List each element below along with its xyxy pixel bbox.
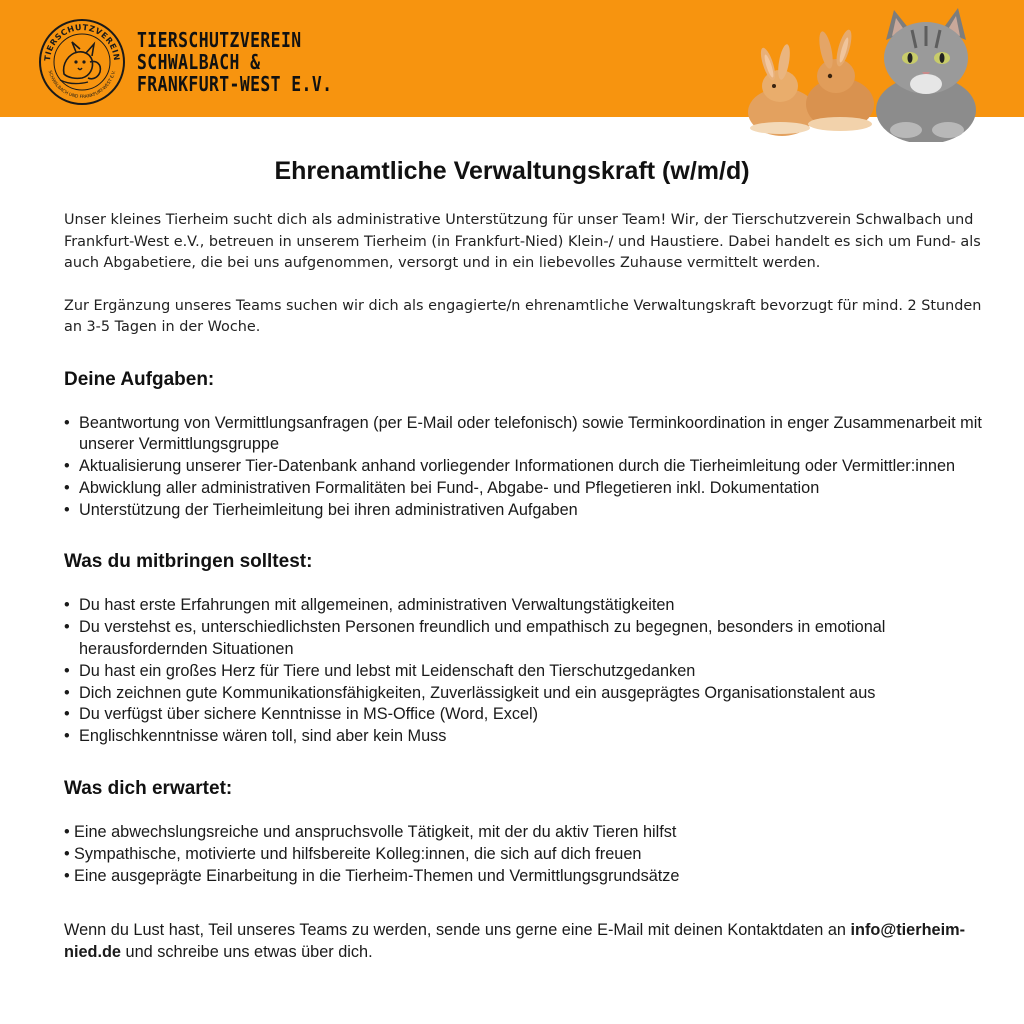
list-item: • Sympathische, motivierte und hilfsbereite Kolleg:innen, die sich auf dich freuen [64, 844, 984, 866]
list-item: • Aktualisierung unserer Tier-Datenbank anhand vorliegender Informationen durch die Tierheimleitung oder Vermittler:innen [64, 456, 984, 478]
header-banner [0, 0, 1024, 117]
list-item: • Beantwortung von Vermittlungsanfragen (per E-Mail oder telefonisch) sowie Terminkoordination in enger Zusammenarbeit mit unserer Vermittlungsgruppe [64, 413, 984, 457]
offer-list [64, 822, 984, 887]
org-name-line-3: FRANKFURT-WEST E.V. [137, 72, 333, 96]
org-logo [38, 18, 126, 106]
list-item: • Englischkenntnisse wären toll, sind aber kein Muss [64, 726, 984, 748]
main-content [64, 210, 984, 963]
closing-paragraph [64, 919, 984, 963]
intro-paragraph-1: Unser kleines Tierheim sucht dich als administrative Unterstützung für unser Team! Wir, der Tierschutzverein Schwalbach und Frankfurt-West e.V., betreuen in unserem Tierheim (in Frankfurt-Nied) Klein-/ und Haustiere. Dabei handelt es sich um Fund- als auch Abgabetiere, die bei uns aufgenommen, versorgt und in ein liebevolles Zuhause vermittelt werden. [64, 212, 981, 271]
tasks-list [64, 413, 984, 522]
requirements-heading: Was du mitbringen solltest: [64, 551, 313, 573]
list-item: • Unterstützung der Tierheimleitung bei ihren administrativen Aufgaben [64, 500, 984, 522]
list-item: • Du verstehst es, unterschiedlichsten Personen freundlich und empathisch zu begegnen, besonders in emotional herausfordernden Situationen [64, 617, 984, 661]
page-title: Ehrenamtliche Verwaltungskraft (w/m/d) [274, 157, 750, 185]
closing-text-before: Wenn du Lust hast, Teil unseres Teams zu werden, sende uns gerne eine E-Mail mit deinen Kontaktdaten an [64, 921, 846, 940]
list-item: • Du hast erste Erfahrungen mit allgemeinen, administrativen Verwaltungstätigkeiten [64, 595, 984, 617]
intro-paragraph-2: Zur Ergänzung unseres Teams suchen wir dich als engagierte/n ehrenamtliche Verwaltungskraft bevorzugt für mind. 2 Stunden an 3-5 Tagen in der Woche. [64, 297, 982, 335]
closing-section [64, 919, 984, 963]
org-name-line-2: SCHWALBACH & [137, 50, 261, 74]
org-name-line-1: TIERSCHUTZVEREIN [137, 28, 302, 52]
offer-heading: Was dich erwartet: [64, 778, 233, 800]
list-item: • Du verfügst über sichere Kenntnisse in MS-Office (Word, Excel) [64, 704, 984, 726]
intro-section [64, 210, 984, 339]
logo-text-bottom: SCHWALBACH UND FRANKFURT-WEST E.V. [46, 70, 118, 101]
rabbits-and-cat-icon [744, 0, 980, 142]
list-item: • Dich zeichnen gute Kommunikationsfähigkeiten, Zuverlässigkeit und ein ausgeprägtes Organisationstalent aus [64, 683, 984, 705]
list-item: • Eine ausgeprägte Einarbeitung in die Tierheim-Themen und Vermittlungsgrundsätze [64, 866, 984, 888]
closing-text-after: und schreibe uns etwas über dich. [125, 943, 373, 962]
list-item: • Abwicklung aller administrativen Formalitäten bei Fund-, Abgabe- und Pflegetieren inkl. Dokumentation [64, 478, 984, 500]
org-name [137, 29, 332, 95]
list-item: • Du hast ein großes Herz für Tiere und lebst mit Leidenschaft den Tierschutzgedanken [64, 661, 984, 683]
logo-text-top: TIERSCHUTZVEREIN [42, 22, 122, 62]
list-item: • Eine abwechslungsreiche und anspruchsvolle Tätigkeit, mit der du aktiv Tieren hilfst [64, 822, 984, 844]
contact-email[interactable]: info@tierheim-nied.de [64, 921, 965, 962]
requirements-list [64, 595, 984, 748]
tasks-heading: Deine Aufgaben: [64, 368, 215, 390]
